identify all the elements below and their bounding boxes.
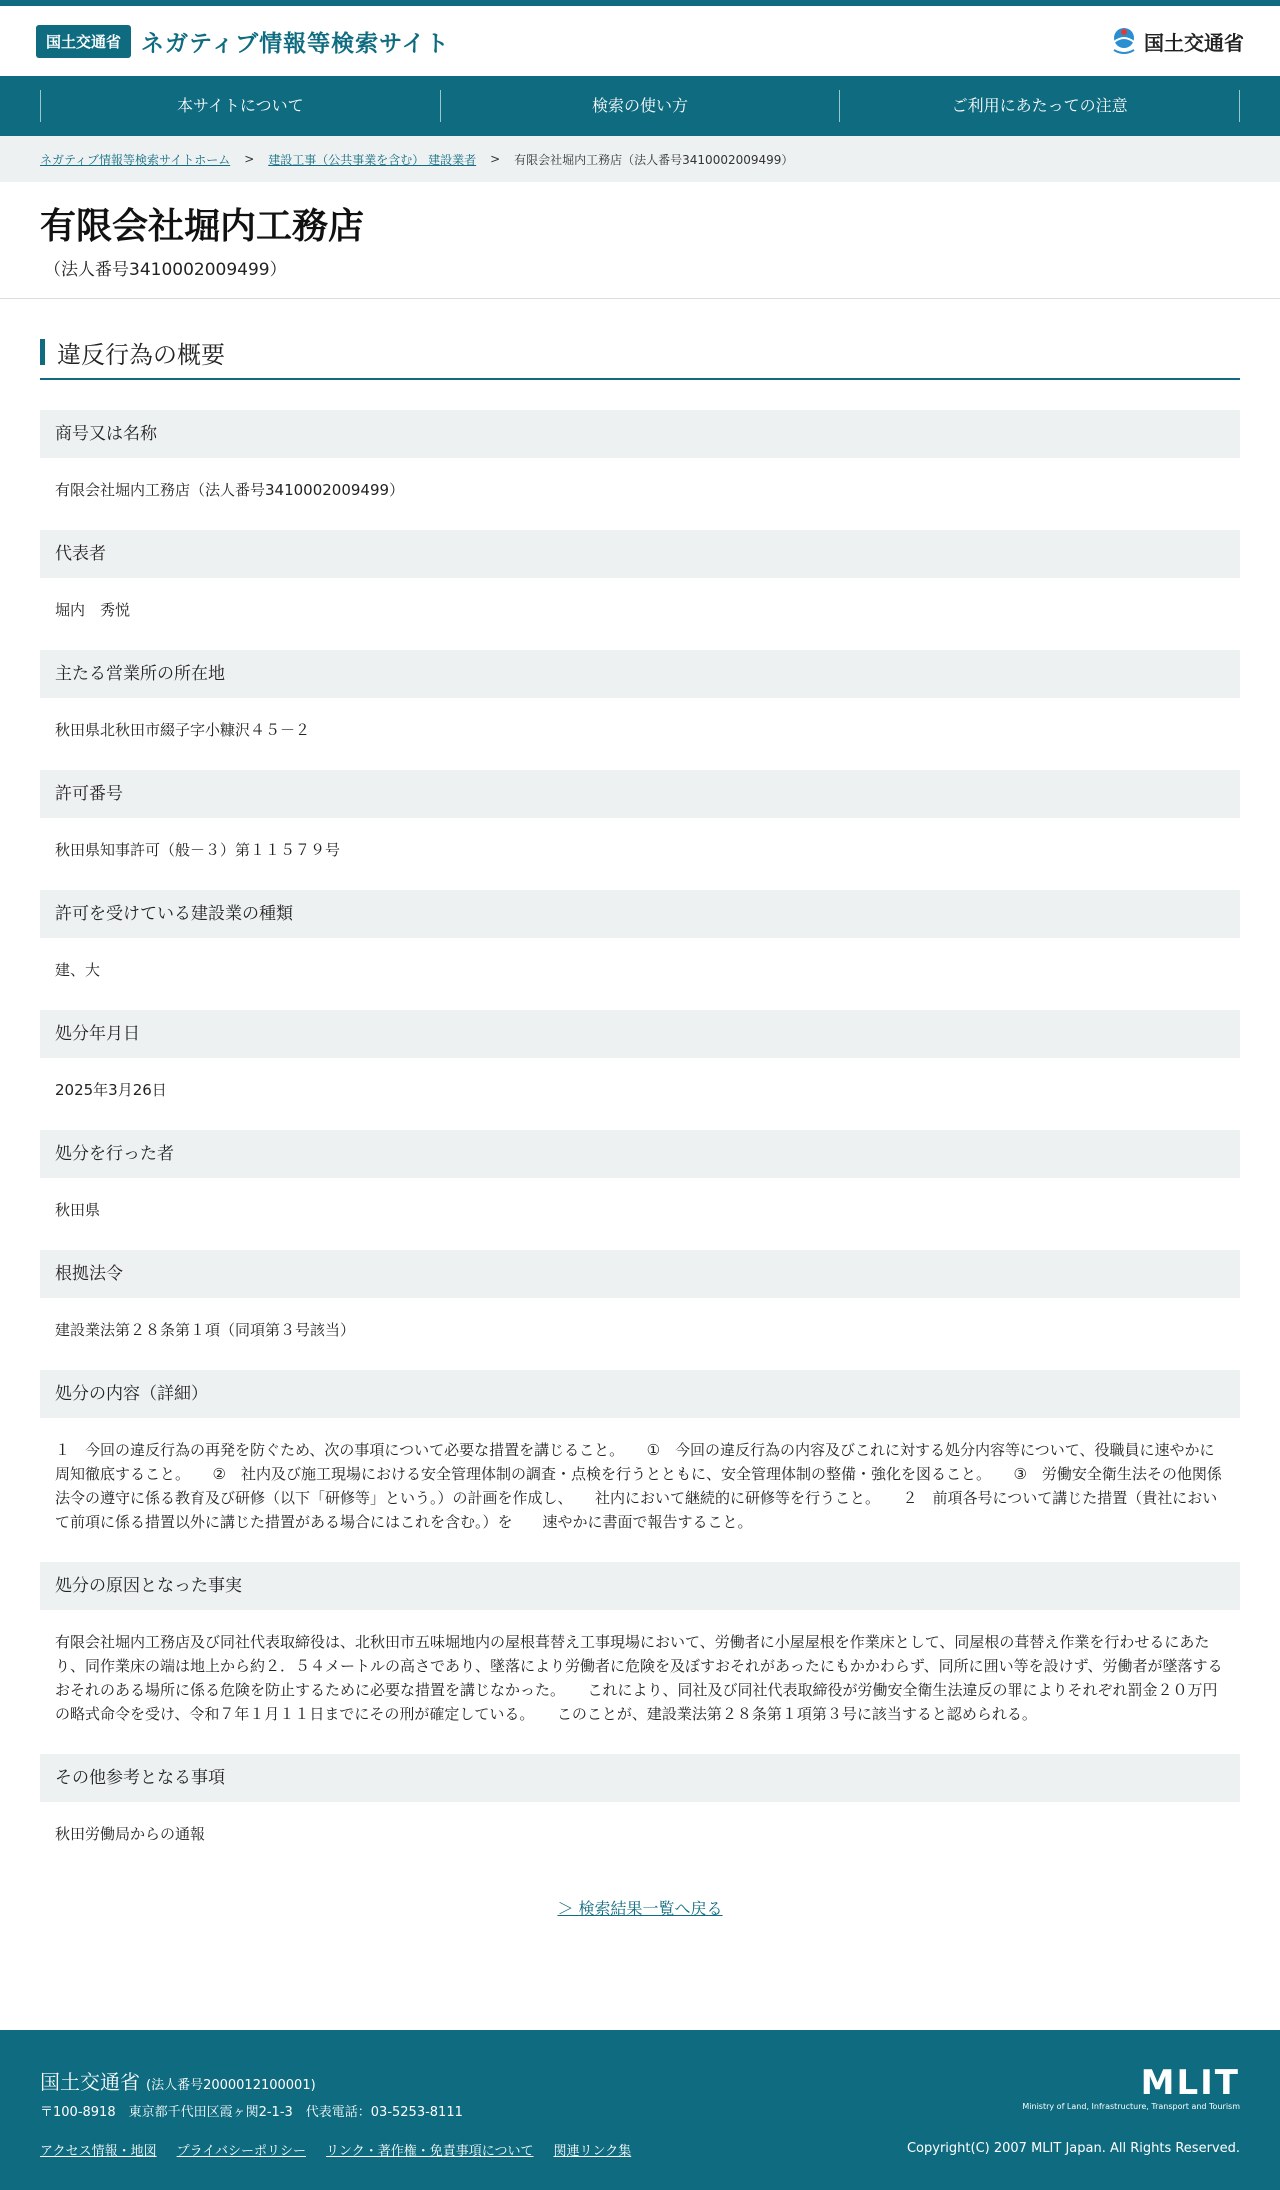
mlit-logo-subtitle: Ministry of Land, Infrastructure, Transport and Tourism — [1022, 2102, 1240, 2111]
field-label: 許可を受けている建設業の種類 — [40, 890, 1240, 938]
site-brand[interactable] — [36, 25, 450, 58]
footer-org-name: 国土交通省 — [40, 2070, 140, 2094]
field-label: 処分の内容（詳細） — [40, 1370, 1240, 1418]
breadcrumb-separator: > — [490, 152, 501, 166]
field-value: 有限会社堀内工務店（法人番号3410002009499） — [55, 480, 405, 499]
title-block — [0, 182, 1280, 299]
field-label: 商号又は名称 — [40, 410, 1240, 458]
field-other-reference — [40, 1754, 1240, 1846]
page-title: 有限会社堀内工務店 — [40, 206, 365, 247]
copyright: Copyright(C) 2007 MLIT Japan. All Rights Reserved. — [906, 2141, 1240, 2156]
breadcrumb-category-link[interactable]: 建設工事（公共事業を含む） 建設業者 — [268, 152, 477, 167]
logo-text: 国土交通省 — [1144, 30, 1244, 55]
footer-row — [40, 2063, 1240, 2159]
footer-org — [40, 2066, 631, 2095]
heading-accent-bar — [40, 339, 45, 365]
site-title: ネガティブ情報等検索サイト — [141, 30, 450, 57]
mlit-logo-link[interactable] — [1110, 26, 1244, 56]
main-content — [0, 299, 1280, 1919]
field-label: 処分年月日 — [40, 1010, 1240, 1058]
mlit-footer-logo — [906, 2063, 1240, 2159]
breadcrumb-separator: > — [244, 152, 255, 166]
field-value: 秋田県知事許可（般－３）第１１５７９号 — [55, 840, 341, 859]
footer-org-number: (法人番号2000012100001) — [146, 2078, 316, 2093]
mlit-emblem-icon — [1110, 26, 1138, 56]
field-disposition-details — [40, 1370, 1240, 1534]
field-legal-basis — [40, 1250, 1240, 1342]
field-label: 代表者 — [40, 530, 1240, 578]
footer-link-related[interactable]: 関連リンク集 — [553, 2144, 632, 2159]
field-label: 許可番号 — [40, 770, 1240, 818]
footer-info — [40, 2066, 631, 2159]
field-representative — [40, 530, 1240, 622]
site-footer — [0, 2030, 1280, 2190]
nav-item-about[interactable]: 本サイトについて — [40, 90, 440, 122]
field-value: 有限会社堀内工務店及び同社代表取締役は、北秋田市五味堀地内の屋根葺替え工事現場において、労働者に小屋屋根を作業床として、同屋根の葺替え作業を行わせるにあたり、同作業床の端は地上から約２．５４メートルの高さであり、墜落により労働者に危険を及ぼすおそれがあったにもかかわらず、同所に囲い等を設けず、労働者が墜落するおそれのある場所に係る危険を防止するために必要な措置を講じなかった。 これにより、同社及び同社代表取締役が労働安全衛生法違反の罪によりそれぞれ罰金２０万円の略式命令を受け、令和７年１月１１日までにその刑が確定している。 このことが、建設業法第２８条第１項第３号に該当すると認められる。 — [55, 1632, 1223, 1723]
field-value: 建設業法第２８条第１項（同項第３号該当） — [55, 1320, 356, 1339]
field-label: 処分を行った者 — [40, 1130, 1240, 1178]
corporate-number: （法人番号3410002009499） — [44, 259, 287, 280]
footer-link-privacy[interactable]: プライバシーポリシー — [176, 2144, 306, 2159]
section-title: 違反行為の概要 — [57, 340, 225, 369]
field-address — [40, 650, 1240, 742]
field-label: 主たる営業所の所在地 — [40, 650, 1240, 698]
mlit-logo-mark: MLIT — [1140, 2063, 1240, 2103]
breadcrumb — [0, 136, 1280, 182]
back-to-results-link[interactable]: ＞ 検索結果一覧へ戻る — [557, 1898, 723, 1918]
breadcrumb-home-link[interactable]: ネガティブ情報等検索サイトホーム — [40, 152, 231, 167]
footer-link-copyright[interactable]: リンク・著作権・免責事項について — [325, 2144, 534, 2159]
field-license-types — [40, 890, 1240, 982]
field-value: 堀内 秀悦 — [55, 600, 131, 619]
nav-item-how-to-search[interactable]: 検索の使い方 — [440, 90, 840, 122]
footer-address: 〒100-8918 東京都千代田区霞ヶ関2-1-3 代表電話：03-5253-8111 — [40, 2105, 463, 2120]
field-value: 2025年3月26日 — [55, 1080, 167, 1099]
nav-item-notes[interactable]: ご利用にあたっての注意 — [839, 90, 1240, 122]
main-nav — [0, 76, 1280, 136]
field-label: 処分の原因となった事実 — [40, 1562, 1240, 1610]
field-trade-name — [40, 410, 1240, 502]
field-cause-facts — [40, 1562, 1240, 1726]
footer-links — [40, 2140, 631, 2159]
field-value: 建、大 — [55, 960, 101, 979]
field-disposition-date — [40, 1010, 1240, 1102]
field-disposer — [40, 1130, 1240, 1222]
field-label: その他参考となる事項 — [40, 1754, 1240, 1802]
site-header — [0, 6, 1280, 76]
field-license-number — [40, 770, 1240, 862]
ministry-badge: 国土交通省 — [36, 25, 131, 58]
field-value: 秋田県北秋田市綴子字小糠沢４５－２ — [55, 720, 311, 739]
field-label: 根拠法令 — [40, 1250, 1240, 1298]
back-link-wrap — [40, 1896, 1240, 1919]
field-value: 秋田労働局からの通報 — [55, 1824, 206, 1843]
field-value: 秋田県 — [55, 1200, 101, 1219]
breadcrumb-current: 有限会社堀内工務店（法人番号3410002009499） — [514, 152, 794, 167]
footer-link-access[interactable]: アクセス情報・地図 — [40, 2144, 157, 2159]
field-value: １ 今回の違反行為の再発を防ぐため、次の事項について必要な措置を講じること。 ① 今回の違反行為の内容及びこれに対する処分内容等について、役職員に速やかに周知徹底すること。 ② 社内及び施工現場における安全管理体制の調査・点検を行うとともに、安全管理体制の整備・強化を図ること。 ③ 労働安全衛生法その他関係法令の遵守に係る教育及び研修（以下「研修等」という。）の計画を作成し、 社内において継続的に研修等を行うこと。 ２ 前項各号について講じた措置（貴社において前項に係る措置以外に講じた措置がある場合にはこれを含む。）を 速やかに書面で報告すること。 — [55, 1440, 1222, 1531]
section-heading — [40, 335, 1240, 380]
